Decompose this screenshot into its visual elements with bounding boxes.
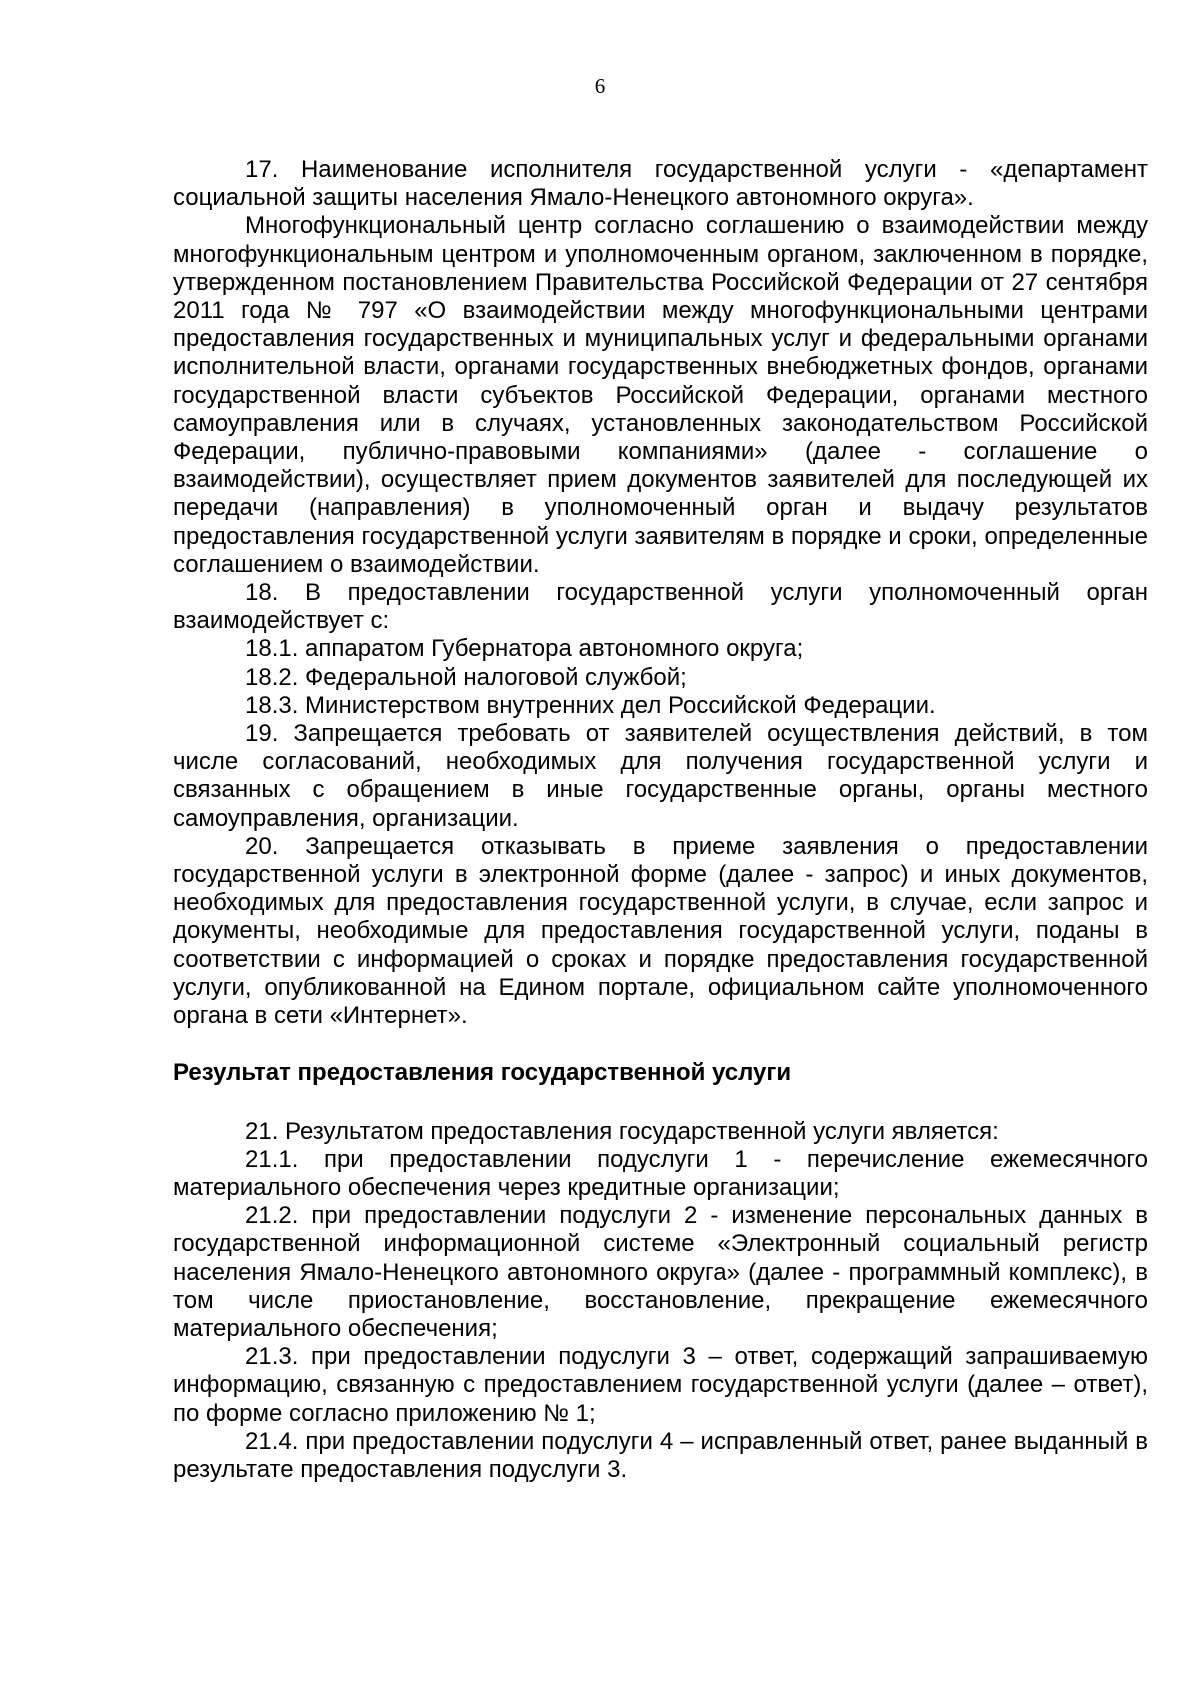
paragraph-21-4: 21.4. при предоставлении подуслуги 4 – исправленный ответ, ранее выданный в результате предоставления подуслуги 3. (173, 1427, 1148, 1483)
section-heading: Результат предоставления государственной услуги (173, 1059, 792, 1087)
paragraph-21-1: 21.1. при предоставлении подуслуги 1 - перечисление ежемесячного материального обеспечения через кредитные организации; (173, 1145, 1148, 1201)
paragraph-mfc: Многофункциональный центр согласно соглашению о взаимодействии между многофункциональным центром и уполномоченным органом, заключенном в порядке, утвержденном постановлением Правительства Российской Федерации от 27 сентября 2011 года № 797 «О взаимодействии между многофункциональными центрами предоставления государственных и муниципальных услуг и федеральными органами исполнительной власти, органами государственных внебюджетных фондов, органами государственной власти субъектов Российской Федерации, органами местного самоуправления или в случаях, установленных законодательством Российской Федерации, публично-правовыми компаниями» (далее - соглашение о взаимодействии), осуществляет прием документов заявителей для последующей их передачи (направления) в уполномоченный орган и выдачу результатов предоставления государственной услуги заявителям в порядке и сроки, определенные соглашением о взаимодействии. (173, 212, 1148, 578)
paragraph-21: 21. Результатом предоставления государственной услуги является: (245, 1117, 999, 1145)
paragraph-19: 19. Запрещается требовать от заявителей осуществления действий, в том числе согласований, необходимых для получения государственной услуги и связанных с обращением в иные государственные органы, органы местного самоуправления, организации. (173, 720, 1148, 832)
paragraph-18-3: 18.3. Министерством внутренних дел Российской Федерации. (245, 691, 936, 719)
paragraph-17: 17. Наименование исполнителя государственной услуги - «департамент социальной защиты населения Ямало-Ненецкого автономного округа». (173, 156, 1148, 212)
paragraph-18-1: 18.1. аппаратом Губернатора автономного округа; (245, 635, 804, 663)
paragraph-20: 20. Запрещается отказывать в приеме заявления о предоставлении государственной услуги в электронной форме (далее - запрос) и иных документов, необходимых для предоставления государственной услуги, в случае, если запрос и документы, необходимые для предоставления государственной услуги, поданы в соответствии с информацией о сроках и порядке предоставления государственной услуги, опубликованной на Едином портале, официальном сайте уполномоченного органа в сети «Интернет». (173, 832, 1148, 1030)
paragraph-21-3: 21.3. при предоставлении подуслуги 3 – ответ, содержащий запрашиваемую информацию, связанную с предоставлением государственной услуги (далее – ответ), по форме согласно приложению № 1; (173, 1343, 1148, 1427)
page-number: 6 (594, 74, 606, 98)
paragraph-18: 18. В предоставлении государственной услуги уполномоченный орган взаимодействует с: (173, 579, 1148, 635)
document-body (173, 156, 1148, 1484)
paragraph-18-2: 18.2. Федеральной налоговой службой; (245, 663, 687, 691)
paragraph-21-2: 21.2. при предоставлении подуслуги 2 - изменение персональных данных в государственной информационной системе «Электронный социальный регистр населения Ямало-Ненецкого автономного округа» (далее - программный комплекс), в том числе приостановление, восстановление, прекращение ежемесячного материального обеспечения; (173, 1202, 1148, 1342)
